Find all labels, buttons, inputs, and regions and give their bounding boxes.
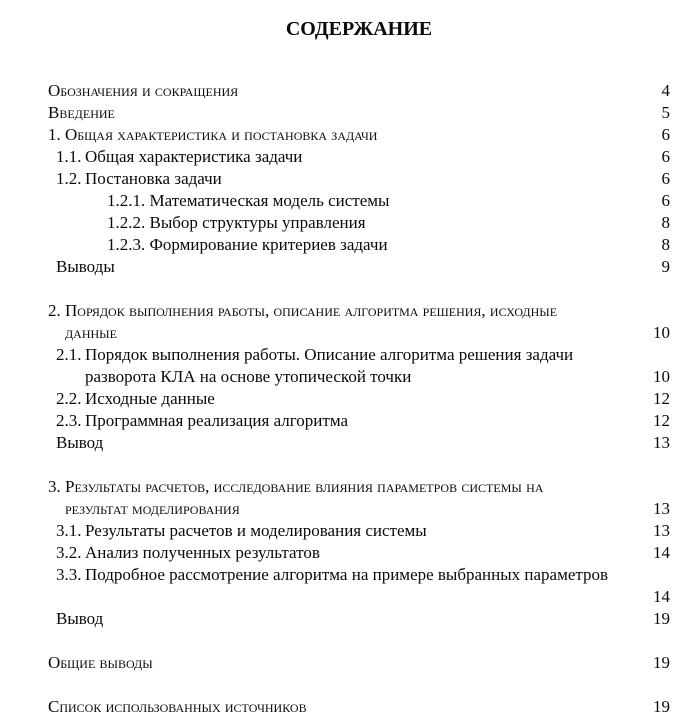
toc-row: [107, 190, 670, 212]
toc-entry-number: 2.1.: [56, 345, 82, 364]
toc-row: [56, 432, 670, 454]
toc-entry-text: Результаты расчетов, исследование влияния параметров системы на: [65, 477, 544, 496]
toc-row: [48, 124, 670, 146]
toc-entry-text: 1.2.3. Формирование критериев задачи: [107, 235, 388, 254]
toc-page-number: 6: [661, 169, 670, 188]
toc-entry-text: Подробное рассмотрение алгоритма на примере выбранных параметров: [85, 565, 609, 584]
toc-page-number: 10: [653, 323, 670, 342]
toc-page-number: 10: [653, 367, 670, 386]
toc-row: [56, 388, 670, 410]
toc-page-number: 14: [653, 587, 670, 606]
toc-row: [48, 476, 670, 498]
toc-page-number: 19: [653, 609, 670, 628]
toc-entry-text: Анализ полученных результатов: [85, 543, 320, 562]
toc-row: [107, 212, 670, 234]
toc-row: [56, 608, 670, 630]
toc-row: [56, 520, 670, 542]
toc-entry-text: Программная реализация алгоритма: [85, 411, 349, 430]
toc-page-number: 6: [661, 125, 670, 144]
toc-row: [85, 586, 670, 608]
toc-page-number: 13: [653, 433, 670, 452]
toc-entry-text: 1.2.1. Математическая модель системы: [107, 191, 390, 210]
toc-entry-number: 2.: [48, 301, 61, 320]
toc-entry-text: Общая характеристика задачи: [85, 147, 303, 166]
toc-entry-text: Исходные данные: [85, 389, 215, 408]
toc-entry-text: Порядок выполнения работы, описание алгоритма решения, исходные: [65, 301, 558, 320]
toc-page-number: 13: [653, 521, 670, 540]
toc-page-number: 12: [653, 411, 670, 430]
toc-page-number: 12: [653, 389, 670, 408]
toc-row: [56, 410, 670, 432]
toc-row: [65, 322, 670, 344]
toc-entry-text: разворота КЛА на основе утопической точки: [85, 367, 412, 386]
toc-row: [56, 168, 670, 190]
toc-entry-number: 3.3.: [56, 565, 82, 584]
toc-page-number: 8: [661, 235, 670, 254]
toc-list: [48, 80, 670, 718]
toc-entry-number: 3.1.: [56, 521, 82, 540]
toc-row: [56, 146, 670, 168]
toc-entry-text: Список использованных источников: [48, 697, 307, 716]
toc-entry-text: Введение: [48, 103, 115, 122]
toc-page-number: 6: [661, 191, 670, 210]
toc-row: [56, 344, 670, 366]
toc-entry-text: Вывод: [56, 433, 104, 452]
toc-page-number: 13: [653, 499, 670, 518]
toc-entry-number: 1.1.: [56, 147, 82, 166]
toc-entry-text: 1.2.2. Выбор структуры управления: [107, 213, 366, 232]
toc-page-number: 5: [661, 103, 670, 122]
toc-entry-text: Выводы: [56, 257, 115, 276]
toc-row: [48, 102, 670, 124]
toc-row: [56, 542, 670, 564]
toc-row: [56, 256, 670, 278]
toc-entry-text: Вывод: [56, 609, 104, 628]
toc-page-number: 19: [653, 653, 670, 672]
toc-entry-text: Порядок выполнения работы. Описание алгоритма решения задачи: [85, 345, 574, 364]
toc-row: [56, 564, 670, 586]
toc-row: [65, 498, 670, 520]
toc-row: [48, 80, 670, 102]
toc-entry-number: 2.3.: [56, 411, 82, 430]
toc-entry-text: результат моделирования: [65, 499, 240, 518]
toc-row: [85, 366, 670, 388]
toc-title: СОДЕРЖАНИЕ: [285, 18, 433, 40]
toc-entry-text: Общая характеристика и постановка задачи: [65, 125, 378, 144]
toc-entry-text: Постановка задачи: [85, 169, 222, 188]
toc-page-number: 19: [653, 697, 670, 716]
toc-page-number: 6: [661, 147, 670, 166]
toc-row: [107, 234, 670, 256]
toc-row: [48, 696, 670, 718]
toc-entry-number: 3.: [48, 477, 61, 496]
toc-row: [48, 652, 670, 674]
toc-entry-number: 3.2.: [56, 543, 82, 562]
toc-row: [48, 300, 670, 322]
toc-entry-text: Обозначения и сокращения: [48, 81, 239, 100]
toc-entry-number: 2.2.: [56, 389, 82, 408]
toc-page-number: 14: [653, 543, 670, 562]
toc-entry-text: данные: [65, 323, 117, 342]
toc-page-number: 4: [661, 81, 670, 100]
toc-page-number: 8: [661, 213, 670, 232]
toc-entry-number: 1.: [48, 125, 61, 144]
toc-entry-text: Общие выводы: [48, 653, 153, 672]
toc-entry-text: Результаты расчетов и моделирования системы: [85, 521, 427, 540]
toc-entry-number: 1.2.: [56, 169, 82, 188]
toc-page-number: 9: [661, 257, 670, 276]
